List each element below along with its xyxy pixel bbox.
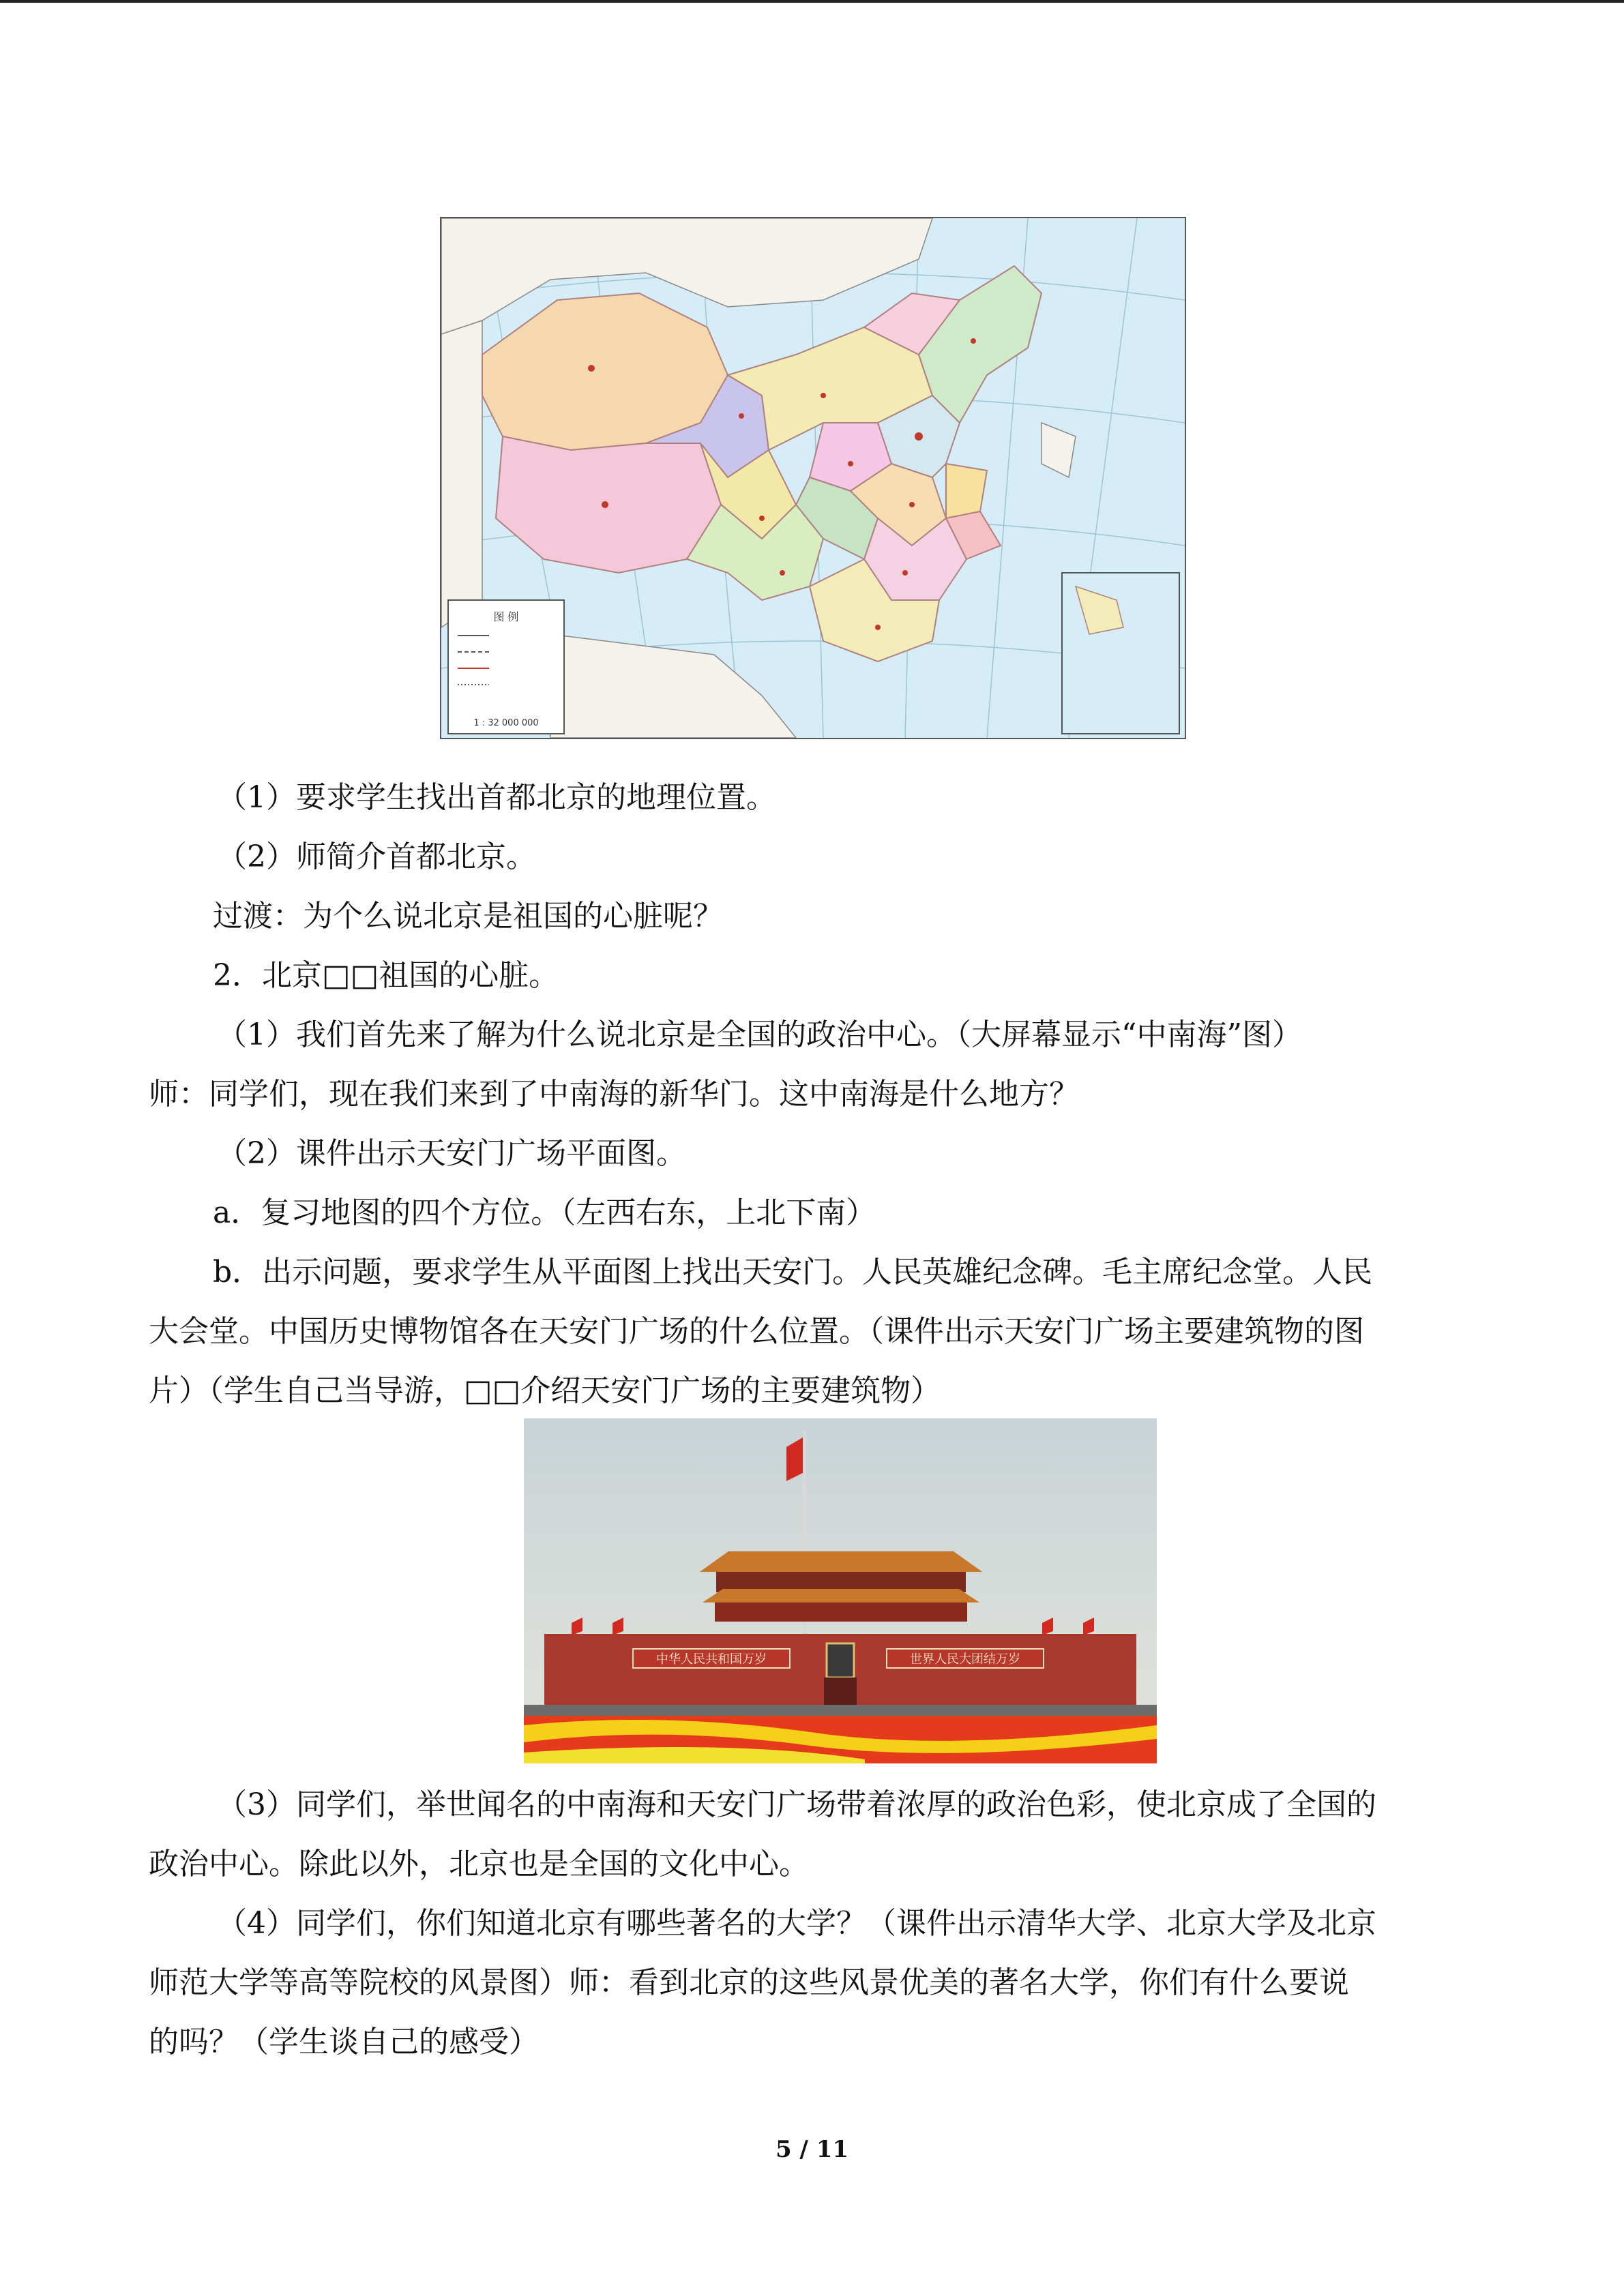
paragraph-2: （2）师简介首都北京。 — [217, 839, 536, 874]
paragraph-3: 过渡：为个么说北京是祖国的心脏呢？ — [213, 899, 723, 934]
paragraph-13: 政治中心。除此以外，北京也是全国的文化中心。 — [149, 1847, 809, 1881]
paragraph-16: 的吗？（学生谈自己的感受） — [149, 2025, 539, 2059]
paragraph-4: 2．北京□□祖国的心脏。 — [213, 958, 559, 993]
paragraph-9: b．出示问题，要求学生从平面图上找出天安门。人民英雄纪念碑。毛主席纪念堂。人民 — [213, 1255, 1373, 1289]
paragraph-11: 片）（学生自己当导游，□□介绍天安门广场的主要建筑物） — [149, 1373, 941, 1408]
paragraph-10: 大会堂。中国历史博物馆各在天安门广场的什么位置。（课件出示天安门广场主要建筑物的图 — [149, 1314, 1364, 1349]
tiananmen-image — [524, 1418, 1157, 1763]
paragraph-5: （1）我们首先来了解为什么说北京是全国的政治中心。（大屏幕显示“中南海”图） — [217, 1017, 1302, 1052]
banner-right: 世界人民大团结万岁 — [910, 1652, 1020, 1667]
paragraph-14: （4）同学们，你们知道北京有哪些著名的大学？（课件出示清华大学、北京大学及北京 — [217, 1906, 1376, 1941]
china-map-image — [441, 218, 1185, 738]
map-scale: 1 : 32 000 000 — [473, 718, 539, 728]
paragraph-12: （3）同学们，举世闻名的中南海和天安门广场带着浓厚的政治色彩，使北京成了全国的 — [217, 1787, 1376, 1822]
china-map-figure — [440, 217, 1186, 739]
paragraph-15: 师范大学等高等院校的风景图）师：看到北京的这些风景优美的著名大学，你们有什么要说 — [149, 1965, 1349, 2000]
map-legend-title: 图 例 — [493, 610, 519, 623]
paragraph-8: a．复习地图的四个方位。（左西右东，上北下南） — [213, 1195, 876, 1230]
top-border — [0, 0, 1624, 3]
paragraph-1: （1）要求学生找出首都北京的地理位置。 — [217, 780, 776, 815]
paragraph-7: （2）课件出示天安门广场平面图。 — [217, 1136, 686, 1171]
paragraph-6: 师：同学们，现在我们来到了中南海的新华门。这中南海是什么地方？ — [149, 1077, 1079, 1112]
banner-left: 中华人民共和国万岁 — [656, 1652, 767, 1667]
page-number: 5 / 11 — [775, 2136, 849, 2163]
tiananmen-photo — [524, 1418, 1157, 1763]
